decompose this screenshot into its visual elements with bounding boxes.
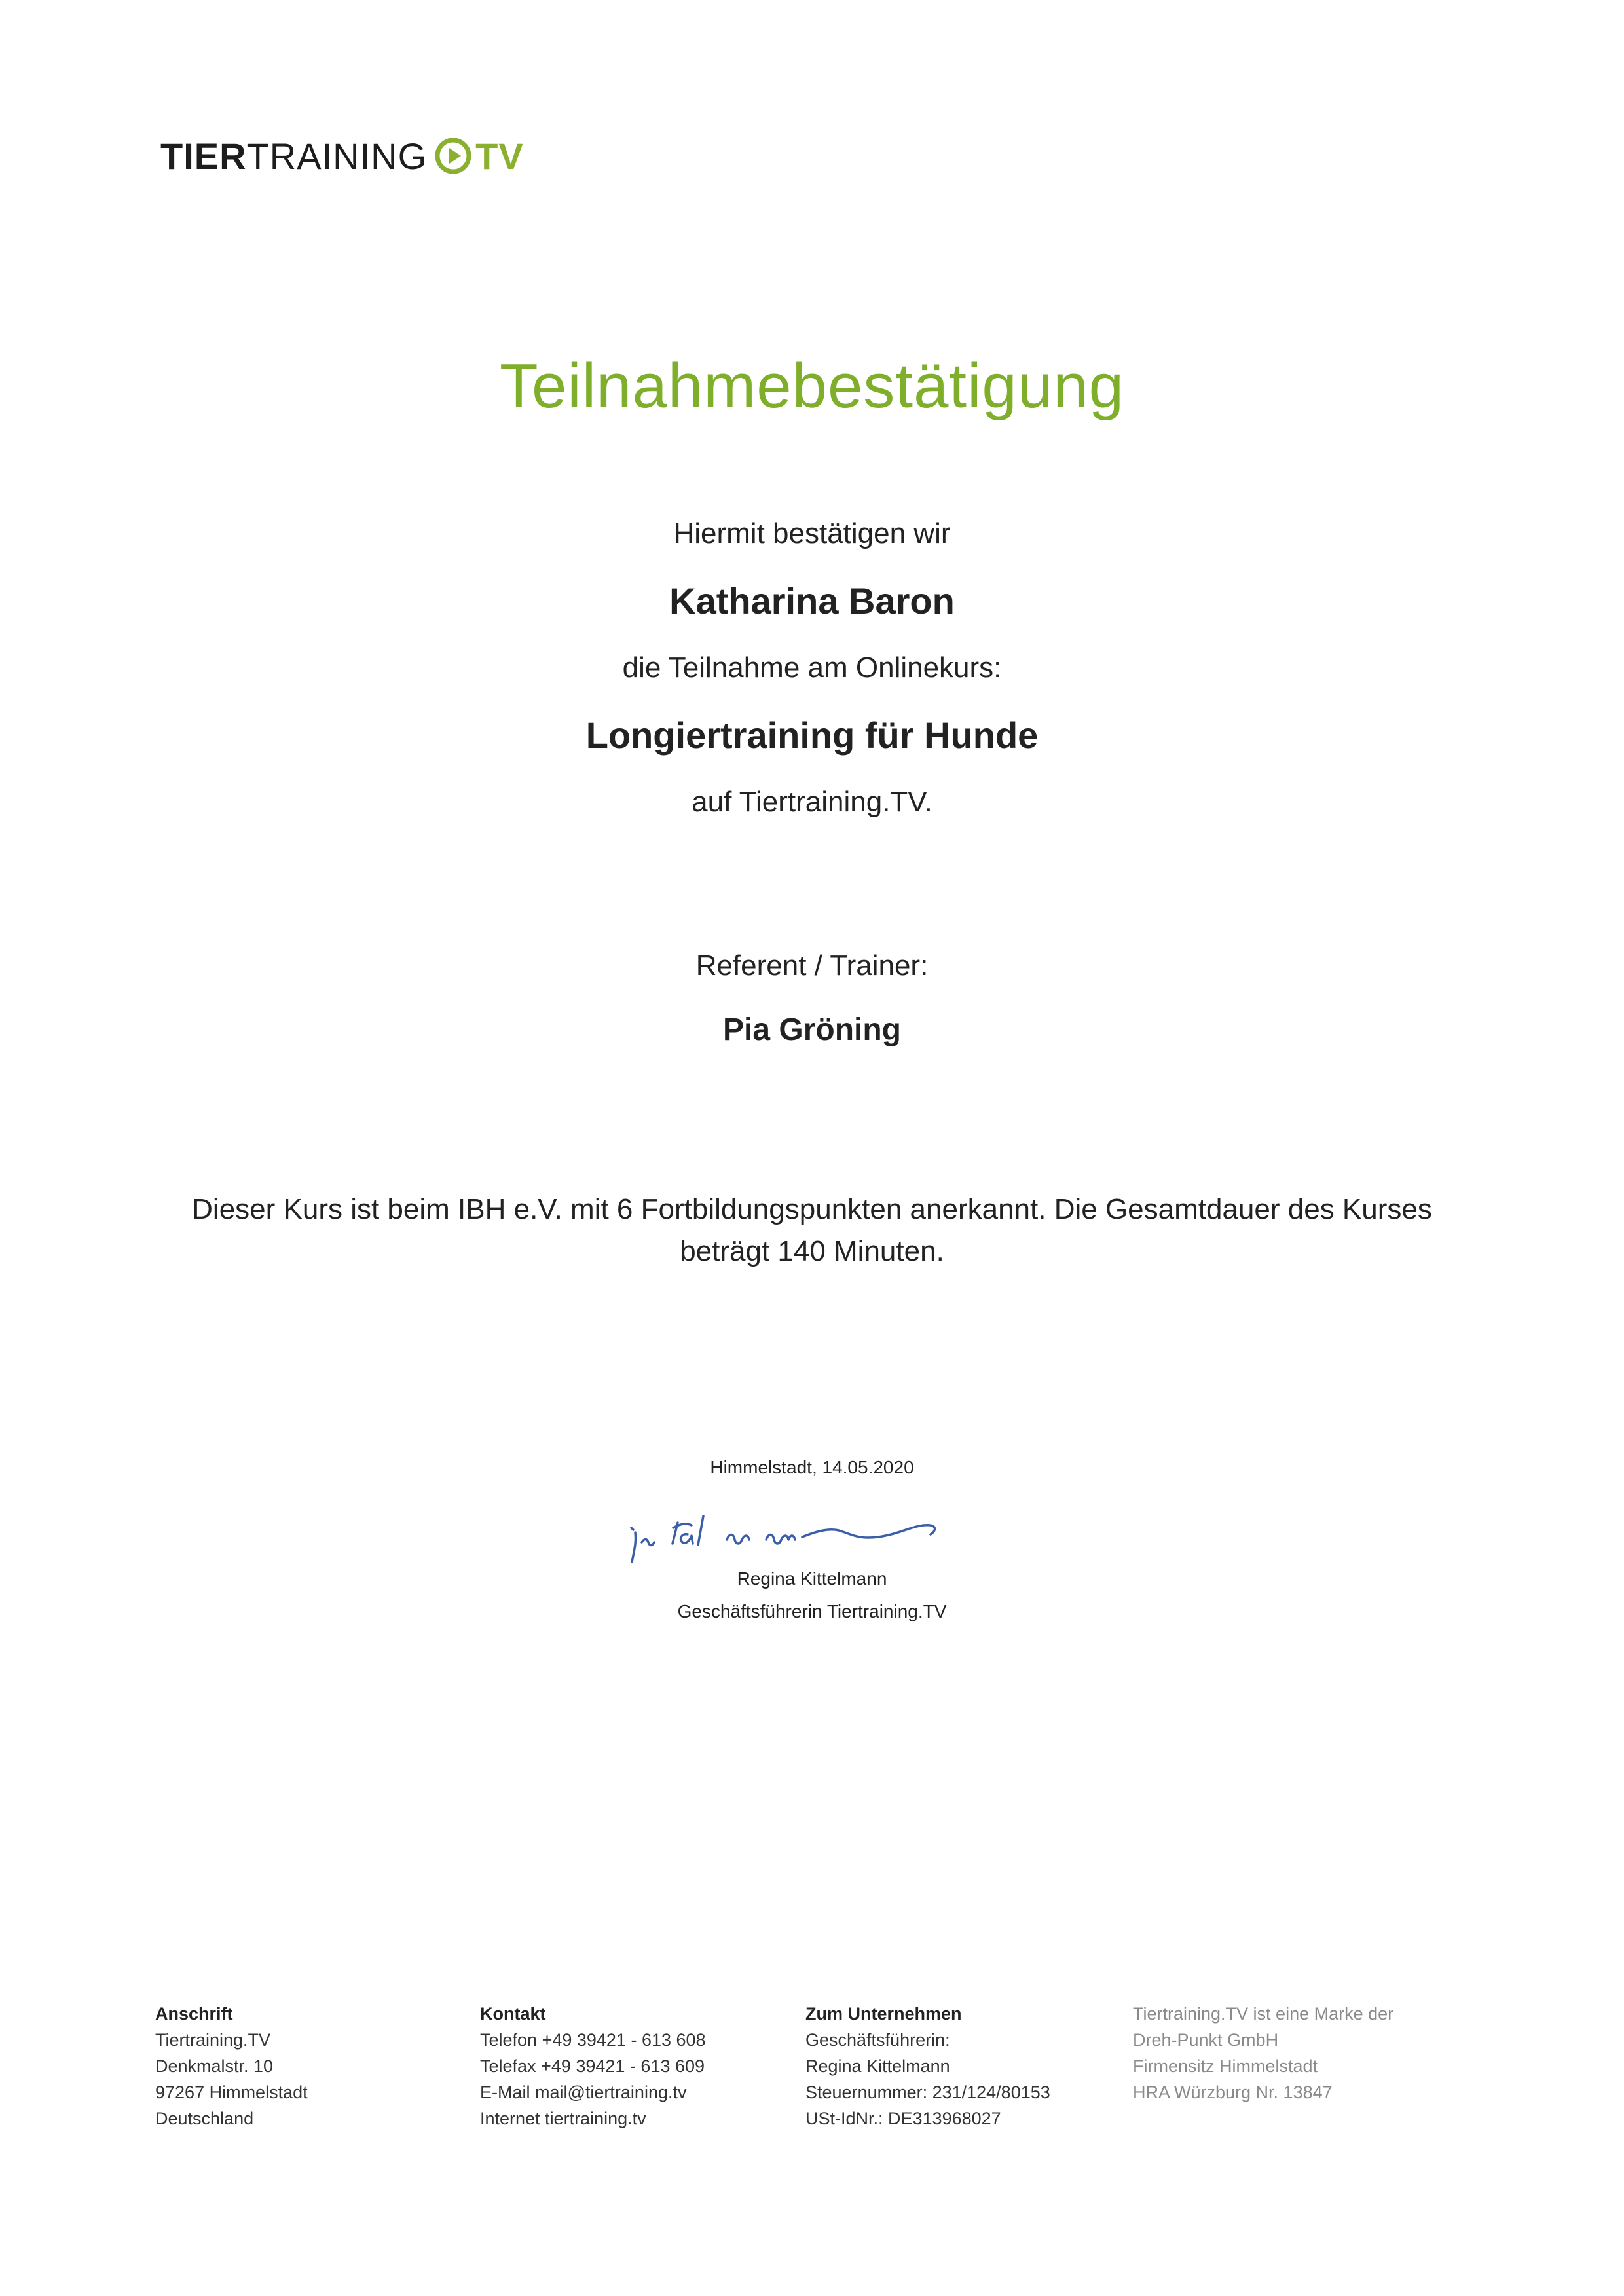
- participant-name: Katharina Baron: [669, 580, 955, 621]
- footer-line: Tiertraining.TV: [155, 2030, 271, 2050]
- place-date: Himmelstadt, 14.05.2020: [710, 1457, 914, 1477]
- footer-line: HRA Würzburg Nr. 13847: [1133, 2083, 1333, 2102]
- footer-line: Denkmalstr. 10: [155, 2056, 274, 2076]
- course-name: Longiertraining für Hunde: [585, 714, 1039, 756]
- footer-line: 97267 Himmelstadt: [155, 2083, 308, 2102]
- recognition-text: [0, 1189, 1624, 1272]
- footer-email-link[interactable]: E-Mail mail@tiertraining.tv: [480, 2083, 687, 2102]
- logo-text-tv: TV: [475, 135, 524, 177]
- trainer-label: Referent / Trainer:: [695, 950, 929, 982]
- footer-line: Tiertraining.TV ist eine Marke der: [1133, 2004, 1394, 2024]
- course-intro-text: die Teilnahme am Onlinekurs:: [622, 652, 1002, 684]
- recognition-line: Dieser Kurs ist beim IBH e.V. mit 6 Fortbildungspunkten anerkannt. Die Gesamtdauer des Kurses: [192, 1193, 1432, 1225]
- play-circle-icon: [435, 138, 471, 174]
- footer-address: [155, 2001, 308, 2132]
- footer-line: Steuernummer: 231/124/80153: [805, 2083, 1050, 2102]
- trainer-name: Pia Gröning: [722, 1012, 901, 1047]
- footer-line: Regina Kittelmann: [805, 2056, 950, 2076]
- signer-role: Geschäftsführerin Tiertraining.TV: [677, 1601, 947, 1621]
- certificate-title: Teilnahmebestätigung: [500, 351, 1124, 421]
- logo-text-training: TRAINING: [246, 135, 428, 177]
- brand-logo: [160, 130, 524, 182]
- footer-fax: Telefax +49 39421 - 613 609: [480, 2056, 705, 2076]
- footer-line: Deutschland: [155, 2109, 254, 2128]
- footer-contact: [480, 2001, 706, 2132]
- footer-heading: Anschrift: [155, 2004, 233, 2024]
- footer-line: Geschäftsführerin:: [805, 2030, 950, 2050]
- footer-line: Dreh-Punkt GmbH: [1133, 2030, 1279, 2050]
- footer-heading: Zum Unternehmen: [805, 2004, 962, 2024]
- footer-phone: Telefon +49 39421 - 613 608: [480, 2030, 706, 2050]
- recognition-line: beträgt 140 Minuten.: [680, 1235, 944, 1267]
- footer-line: USt-IdNr.: DE313968027: [805, 2109, 1001, 2128]
- logo-text-tier: TIER: [160, 135, 247, 177]
- footer-heading: Kontakt: [480, 2004, 546, 2024]
- footer-line: Firmensitz Himmelstadt: [1133, 2056, 1318, 2076]
- footer-brand-note: [1133, 2001, 1393, 2105]
- platform-text: auf Tiertraining.TV.: [692, 786, 932, 818]
- footer-website-link[interactable]: Internet tiertraining.tv: [480, 2109, 646, 2128]
- handwritten-signature: [622, 1496, 976, 1568]
- footer-company: [805, 2001, 1050, 2132]
- signer-name: Regina Kittelmann: [737, 1568, 887, 1589]
- intro-text: Hiermit bestätigen wir: [673, 517, 951, 549]
